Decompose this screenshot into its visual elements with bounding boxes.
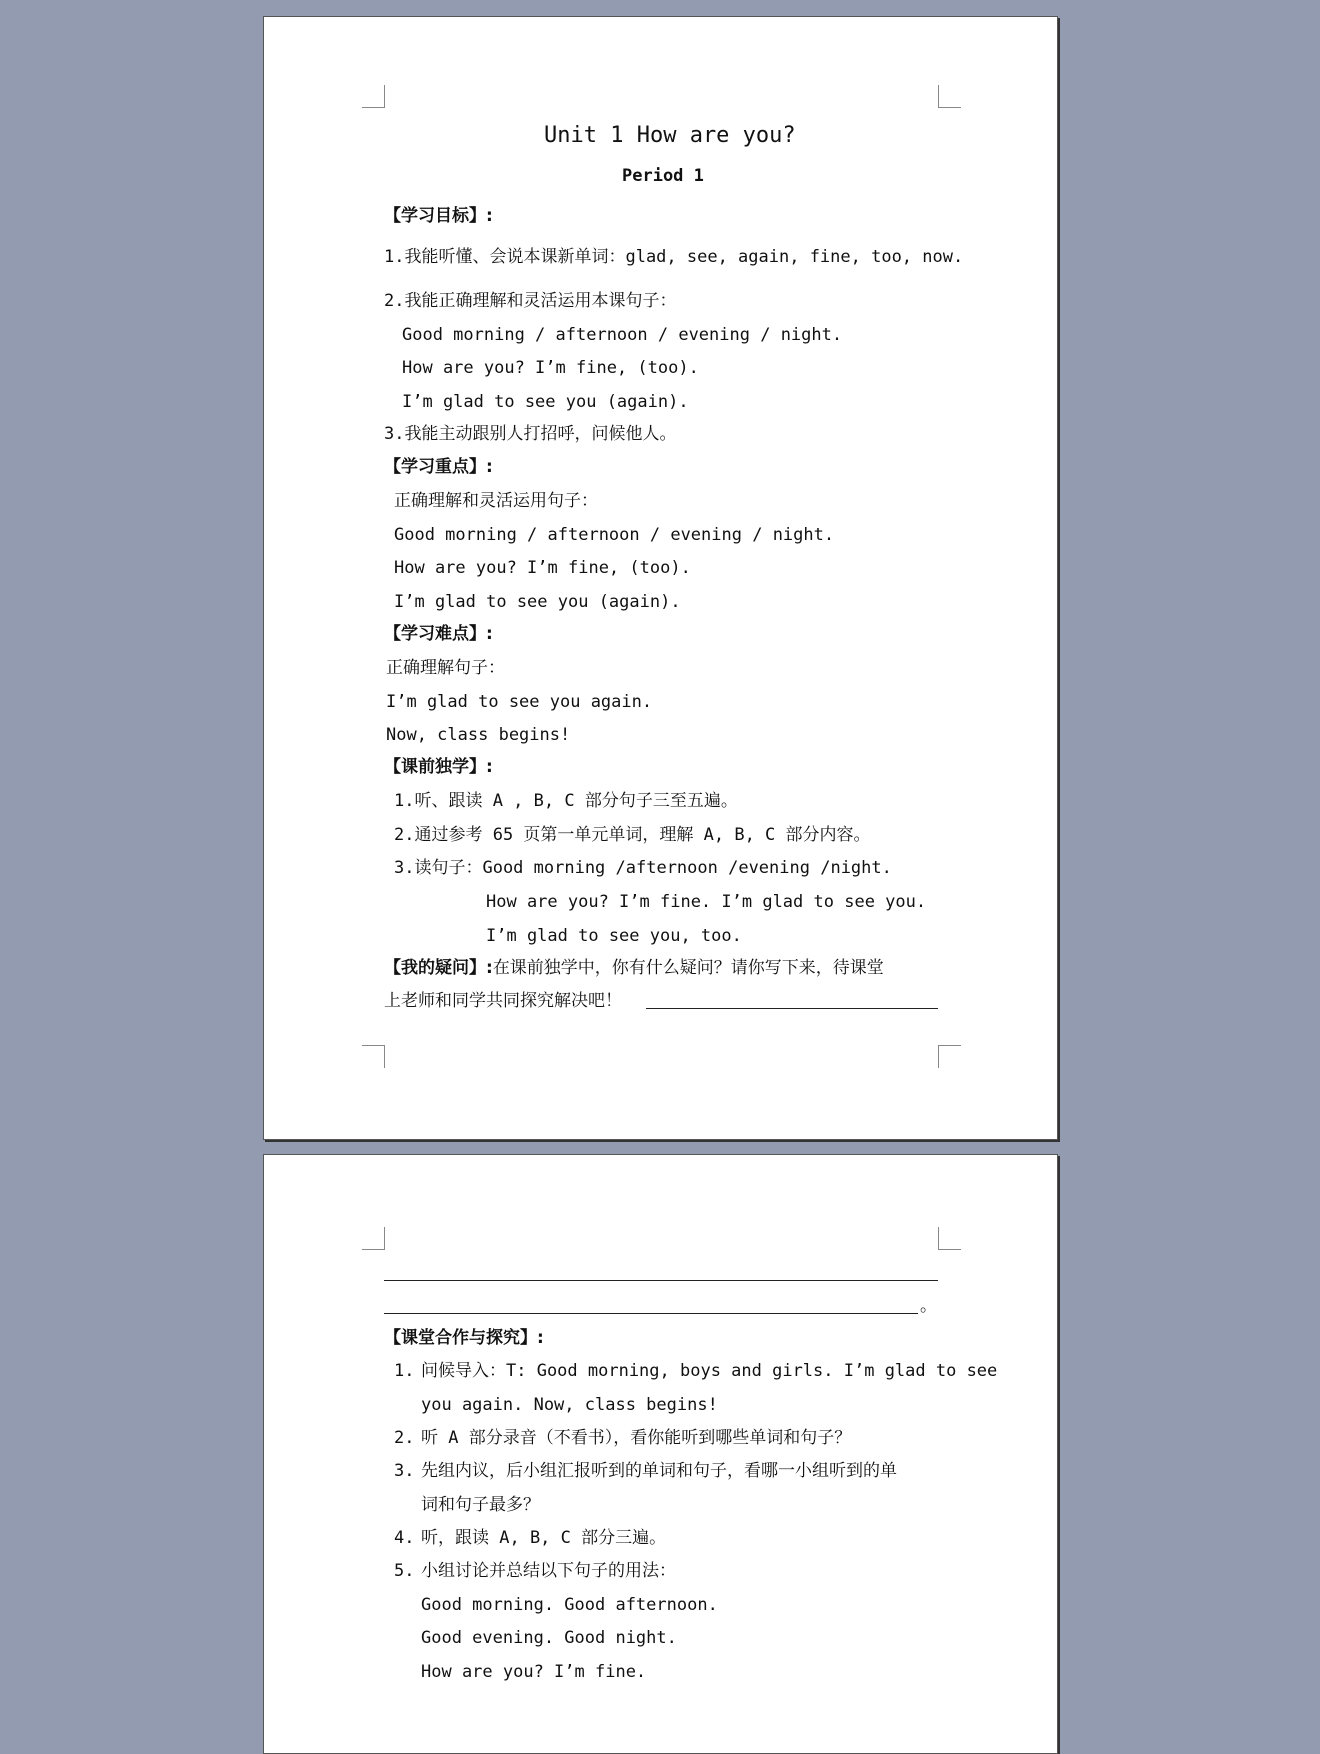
margin-corner-mark [938, 85, 961, 108]
period-mark: 。 [920, 1296, 937, 1316]
document-title: Unit 1 How are you? [544, 123, 796, 148]
document-page-2 [263, 1154, 1058, 1754]
preview-sentence: How are you? I’m fine. I’m glad to see you. [486, 892, 927, 912]
cooperation-heading: 【课堂合作与探究】: [384, 1328, 544, 1348]
goal-sentence: I’m glad to see you (again). [402, 392, 689, 412]
list-item: 问候导入：T: Good morning, boys and girls. I’m glad to see [421, 1361, 998, 1381]
goals-heading: 【学习目标】: [384, 206, 493, 226]
answer-blank-line[interactable] [384, 1280, 938, 1281]
preview-heading: 【课前独学】: [384, 757, 493, 777]
list-item: 小组讨论并总结以下句子的用法： [421, 1561, 676, 1581]
preview-item: 3.读句子：Good morning /afternoon /evening /night. [394, 858, 892, 878]
example-sentence: How are you? I’m fine. [421, 1662, 647, 1682]
key-sentence: How are you? I’m fine, (too). [394, 558, 691, 578]
question-text-line2: 上老师和同学共同探究解决吧！ [384, 991, 622, 1011]
question-text: 在课前独学中，你有什么疑问？请你写下来，待课堂 [492, 958, 884, 978]
preview-item: 1.听、跟读 A , B, C 部分句子三至五遍。 [394, 791, 738, 811]
difficult-points-intro: 正确理解句子： [386, 658, 505, 678]
list-number: 2. [394, 1428, 415, 1448]
margin-corner-mark [362, 1045, 385, 1068]
margin-corner-mark [938, 1045, 961, 1068]
example-sentence: Good morning. Good afternoon. [421, 1595, 718, 1615]
difficult-sentence: I’m glad to see you again. [386, 692, 653, 712]
example-sentence: Good evening. Good night. [421, 1628, 677, 1648]
goal-item: 3.我能主动跟别人打招呼，问候他人。 [384, 424, 677, 444]
preview-sentence: I’m glad to see you, too. [486, 926, 742, 946]
key-sentence: I’m glad to see you (again). [394, 592, 681, 612]
question-paragraph [384, 957, 884, 979]
list-number: 5. [394, 1561, 415, 1581]
preview-item: 2.通过参考 65 页第一单元单词，理解 A, B, C 部分内容。 [394, 825, 871, 845]
goal-item: 2.我能正确理解和灵活运用本课句子： [384, 291, 677, 311]
document-page-1 [263, 16, 1058, 1140]
document-subtitle: Period 1 [622, 166, 704, 186]
list-item: 先组内议，后小组汇报听到的单词和句子，看哪一小组听到的单 [421, 1461, 897, 1481]
list-item-continuation: you again. Now, class begins! [421, 1395, 718, 1415]
list-number: 1. [394, 1361, 415, 1381]
goal-sentence: Good morning / afternoon / evening / night. [402, 325, 843, 345]
goal-item: 1.我能听懂、会说本课新单词：glad, see, again, fine, too, now. [384, 247, 964, 267]
list-item-continuation: 词和句子最多？ [421, 1495, 540, 1515]
list-number: 4. [394, 1528, 415, 1548]
goal-sentence: How are you? I’m fine, (too). [402, 358, 699, 378]
list-item: 听 A 部分录音（不看书），看你能听到哪些单词和句子？ [421, 1428, 852, 1448]
list-item: 听，跟读 A, B, C 部分三遍。 [421, 1528, 667, 1548]
difficult-sentence: Now, class begins! [386, 725, 571, 745]
margin-corner-mark [938, 1227, 961, 1250]
key-points-intro: 正确理解和灵活运用句子： [394, 491, 598, 511]
answer-blank-line[interactable] [384, 1313, 918, 1314]
answer-blank-line[interactable] [646, 1008, 938, 1009]
question-heading: 【我的疑问】: [384, 958, 493, 978]
difficult-points-heading: 【学习难点】: [384, 624, 493, 644]
margin-corner-mark [362, 1227, 385, 1250]
key-sentence: Good morning / afternoon / evening / night. [394, 525, 835, 545]
list-number: 3. [394, 1461, 415, 1481]
margin-corner-mark [362, 85, 385, 108]
key-points-heading: 【学习重点】: [384, 457, 493, 477]
